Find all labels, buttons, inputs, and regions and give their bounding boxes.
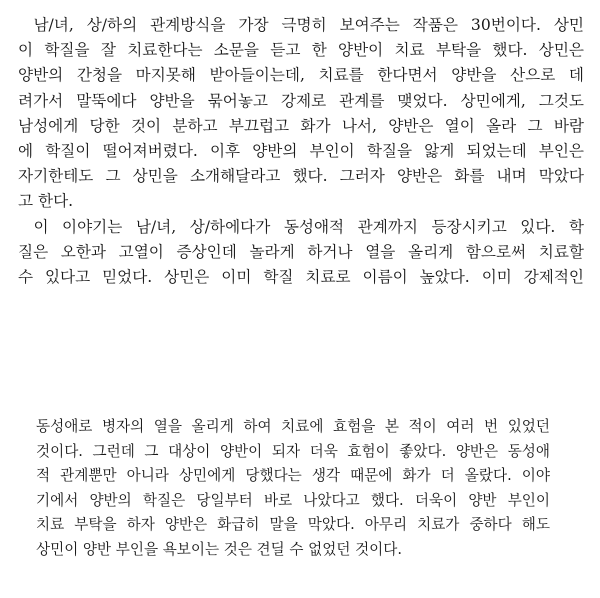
text-line: 동성애로 병자의 열을 올리게 하여 치료에 효험을 본 적이 여러 번 있었던 bbox=[36, 418, 550, 435]
text-line: 질은 오한과 고열이 증상인데 놀라게 하거나 열을 올리게 함으로써 치료할 bbox=[18, 242, 584, 261]
text-line: 자기한테도 그 상민을 소개해달라고 했다. 그러자 양반은 화를 내며 막았다 bbox=[18, 167, 584, 186]
text-line: 상민이 양반 부인을 욕보이는 것은 견딜 수 없었던 것이다. bbox=[36, 540, 402, 558]
text-line: 고 한다. bbox=[18, 192, 74, 211]
text-line: 치료 부탁을 하자 양반은 화급히 말을 막았다. 아무리 치료가 중하다 해도 bbox=[36, 516, 550, 533]
text-line: 려가서 말뚝에다 양반을 묶어놓고 강제로 관계를 맺었다. 상민에게, 그것도 bbox=[18, 91, 584, 110]
text-line: 에 학질이 떨어져버렸다. 이후 양반의 부인이 학질을 앓게 되었는데 부인은 bbox=[18, 141, 584, 160]
text-line: 것이다. 그런데 그 대상이 양반이 되자 더욱 효험이 좋았다. 양반은 동성애 bbox=[36, 442, 550, 460]
text-line: 적 관계뿐만 아니라 상민에게 당했다는 생각 때문에 화가 더 올랐다. 이야 bbox=[36, 467, 550, 484]
text-line: 이 학질을 잘 치료한다는 소문을 듣고 한 양반이 치료 부탁을 했다. 상민은 bbox=[18, 41, 584, 60]
text-line: 남성에게 당한 것이 분하고 부끄럽고 화가 나서, 양반은 열이 올라 그 바람 bbox=[18, 116, 584, 135]
text-line: 남/녀, 상/하의 관계방식을 가장 극명히 보여주는 작품은 30번이다. 상민 bbox=[33, 16, 584, 34]
text-line: 양반의 간청을 마지못해 받아들이는데, 치료를 한다면서 양반을 산으로 데 bbox=[18, 66, 584, 85]
lower-text-block bbox=[36, 415, 550, 562]
text-line: 수 있다고 믿었다. 상민은 이미 학질 치료로 이름이 높았다. 이미 강제적인 bbox=[18, 267, 584, 286]
text-line: 이 이야기는 남/녀, 상/하에다가 동성애적 관계까지 등장시키고 있다. 학 bbox=[33, 217, 584, 236]
text-line: 기에서 양반의 학질은 당일부터 바로 나았다고 했다. 더욱이 양반 부인이 bbox=[36, 491, 550, 509]
upper-text-block bbox=[18, 13, 584, 290]
